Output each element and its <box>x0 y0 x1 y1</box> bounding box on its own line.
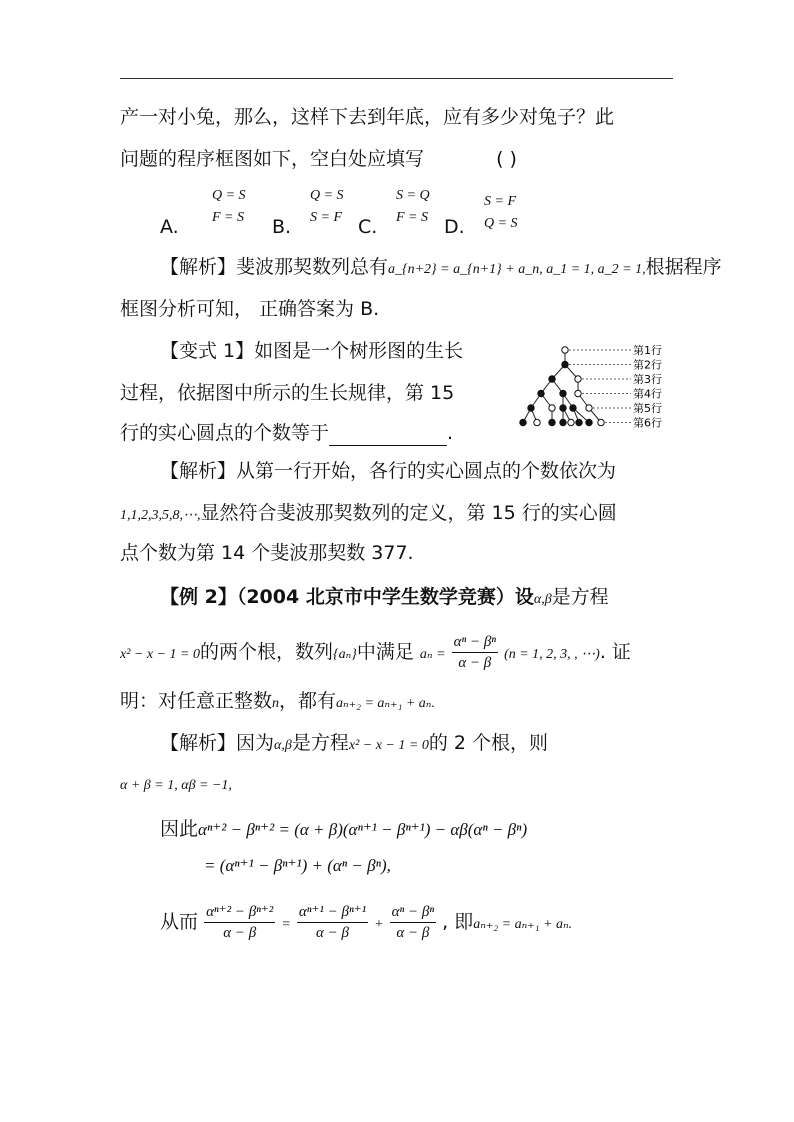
option-c-top: S = Q <box>396 188 430 203</box>
row-label: 第5行 <box>633 402 662 415</box>
analysis-3-text-3: 的 2 个根，则 <box>428 732 548 754</box>
row-label: 第6行 <box>633 416 662 430</box>
analysis-1-text: 【解析】斐波那契数列总有 <box>160 256 389 278</box>
answer-blank <box>329 425 447 446</box>
fibonacci-recurrence: a_{n+2} = a_{n+1} + a_n, a_1 = 1, a_2 = 1, <box>388 262 646 277</box>
solid-node <box>570 405 576 411</box>
an-definition: aₙ = <box>419 647 446 662</box>
fraction-1-denominator: α − β <box>223 925 257 941</box>
an-fraction-numerator: αⁿ − βⁿ <box>452 632 498 653</box>
hollow-node <box>575 376 581 382</box>
option-c-bottom: F = S <box>396 210 428 225</box>
solid-node <box>576 419 582 425</box>
analysis-1-line-1 <box>160 254 722 283</box>
analysis-2-text: 显然符合斐波那契数列的定义，第 15 行的实心圆 <box>200 502 617 524</box>
an-fraction <box>452 632 498 673</box>
option-c-label: C. <box>358 216 378 238</box>
row-label: 第3行 <box>633 373 662 386</box>
variant-1-line-2: 过程，依据图中所示的生长规律，第 15 <box>120 382 455 404</box>
derivation-line-2 <box>204 852 391 879</box>
example-2-heading: 【例 2】（2004 北京市中学生数学竞赛）设 <box>160 586 534 608</box>
variant-1-period: . <box>447 422 454 444</box>
example-2-text-5: 明：对任意正整数 <box>120 690 273 712</box>
variant-1-text: 行的实心圆点的个数等于 <box>120 422 330 444</box>
example-2-text-2: 的两个根，数列 <box>199 641 333 663</box>
variant-1-line-3 <box>120 420 453 446</box>
vieta-formula: α + β = 1, αβ = −1, <box>120 778 232 793</box>
fibonacci-sequence: 1,1,2,3,5,8,⋯, <box>120 508 201 523</box>
answer-paren: ( ) <box>496 148 517 170</box>
fraction-1-numerator: αⁿ⁺² − βⁿ⁺² <box>204 902 275 923</box>
option-b-label: B. <box>272 216 292 238</box>
hollow-node <box>534 419 540 425</box>
analysis-3-line-1 <box>160 730 548 759</box>
example-2-line-3 <box>120 688 435 717</box>
alpha-beta-2: α,β <box>274 738 292 753</box>
solid-node <box>549 419 555 425</box>
solid-node <box>560 405 566 411</box>
fraction-1 <box>204 902 275 943</box>
solid-node <box>528 405 534 411</box>
problem-text-line-1: 产一对小兔，那么，这样下去到年底，应有多少对兔子？此 <box>120 106 615 128</box>
therefore-label: 因此 <box>160 818 199 840</box>
hollow-node <box>575 390 581 396</box>
sequence-an: {aₙ} <box>332 647 357 662</box>
variant-1-line-1: 【变式 1】如图是一个树形图的生长 <box>160 340 464 362</box>
header-rule <box>120 78 673 79</box>
question-text: 问题的程序框图如下，空白处应填写 <box>120 148 425 170</box>
solid-node <box>586 419 592 425</box>
solid-node <box>560 390 566 396</box>
example-2-text-4: . 证 <box>599 641 631 663</box>
option-d-bottom: Q = S <box>484 216 518 231</box>
hollow-node <box>549 405 555 411</box>
option-a-label: A. <box>160 216 179 238</box>
analysis-2-line-2 <box>120 500 617 529</box>
analysis-3-text: 【解析】因为 <box>160 732 275 754</box>
n-range: (n = 1, 2, 3, , ⋯) <box>504 647 600 662</box>
derivation-line-3: 从而 $\frac{\text{αⁿ⁺² − βⁿ⁺²}}{\alpha - \beta}$ = $\frac{\text{αⁿ⁺¹ − βⁿ⁺¹}}{\alpha - \beta}$ + $\frac{\text{αⁿ − βⁿ}}{\alpha - \beta}$ , 即aₙ₊₂ = aₙ₊₁ + aₙ. <box>160 904 573 941</box>
hollow-node <box>568 419 574 425</box>
solid-node <box>562 361 568 367</box>
row-label: 第4行 <box>633 387 662 401</box>
analysis-2-line-1: 【解析】从第一行开始，各行的实心圆点的个数依次为 <box>160 460 617 482</box>
fraction-2-denominator: α − β <box>316 925 349 941</box>
fraction-2-numerator: αⁿ⁺¹ − βⁿ⁺¹ <box>297 902 368 923</box>
row-label: 第2行 <box>633 358 662 372</box>
fraction-2 <box>297 902 368 943</box>
solid-node <box>549 376 555 382</box>
solid-node <box>538 390 544 396</box>
option-a-bottom: F = S <box>212 210 244 225</box>
final-relation: aₙ₊₂ = aₙ₊₁ + aₙ. <box>473 917 573 932</box>
fraction-3-numerator: αⁿ − βⁿ <box>390 902 436 923</box>
analysis-3-text-2: 是方程 <box>291 732 349 754</box>
derivation-equation-1: αⁿ⁺² − βⁿ⁺² = (α + β)(αⁿ⁺¹ − βⁿ⁺¹) − αβ(αⁿ − βⁿ) <box>198 820 528 839</box>
option-b-top: Q = S <box>310 188 344 203</box>
example-2-line-2 <box>120 632 631 673</box>
quadratic-equation-2: x² − x − 1 = 0 <box>348 738 429 753</box>
an-fraction-denominator: α − β <box>458 655 492 671</box>
example-2-line-1 <box>160 584 609 613</box>
row-label: 第1行 <box>633 344 662 357</box>
fraction-3 <box>390 902 436 943</box>
hollow-node <box>562 347 568 353</box>
derivation-line-1 <box>160 816 527 843</box>
solid-node <box>520 419 526 425</box>
recurrence-relation: aₙ₊₂ = aₙ₊₁ + aₙ. <box>336 696 435 711</box>
fraction-3-denominator: α − β <box>396 925 430 941</box>
derivation-equation-2: = (αⁿ⁺¹ − βⁿ⁺¹) + (αⁿ − βⁿ), <box>204 856 391 875</box>
analysis-1-line-2: 框图分析可知， 正确答案为 B. <box>120 298 380 320</box>
quadratic-equation: x² − x − 1 = 0 <box>120 647 200 662</box>
example-2-text-3: 中满足 <box>356 641 414 663</box>
example-2-text-6: ，都有 <box>279 690 337 712</box>
option-d-label: D. <box>444 216 465 238</box>
hence-label: 从而 <box>160 911 199 933</box>
solid-node <box>560 419 566 425</box>
option-d-top: S = F <box>484 194 516 209</box>
hollow-node <box>586 405 592 411</box>
n-variable: n <box>272 696 280 711</box>
problem-text-line-2 <box>120 146 517 172</box>
alpha-beta: α,β <box>533 592 552 607</box>
option-a-top: Q = S <box>212 188 246 203</box>
analysis-1-text-end: 根据程序 <box>645 256 722 278</box>
growth-tree-diagram <box>515 338 695 438</box>
analysis-2-line-3: 点个数为第 14 个斐波那契数 377. <box>120 542 414 564</box>
example-2-text: 是方程 <box>551 586 609 608</box>
option-b-bottom: S = F <box>310 210 342 225</box>
ie-label: , 即 <box>442 911 474 933</box>
hollow-node <box>598 419 604 425</box>
vieta-relations <box>120 770 232 799</box>
